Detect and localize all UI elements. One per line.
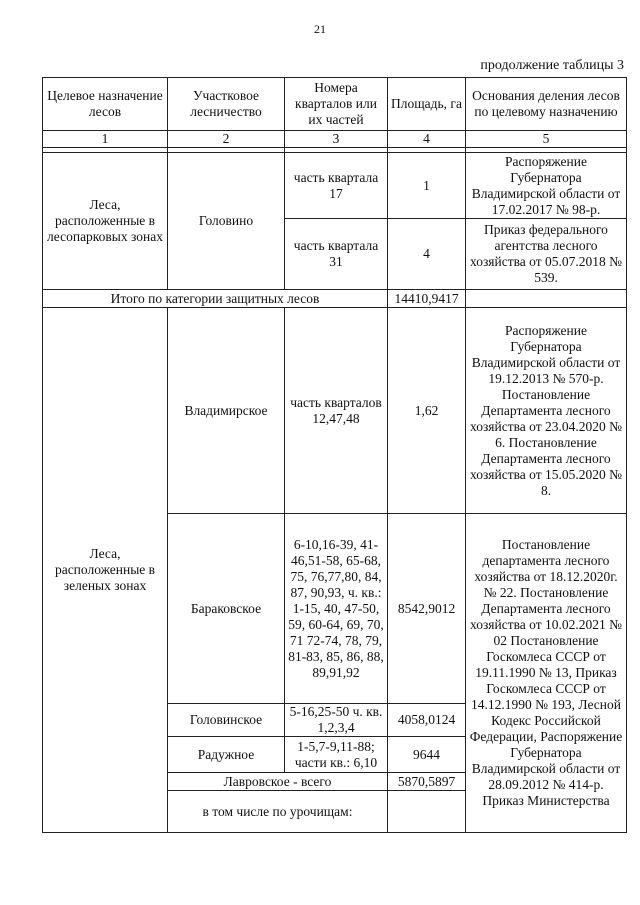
area-cell: 1,62 bbox=[388, 308, 466, 514]
basis-cell: Распоряжение Губернатора Владимирской области от 17.02.2017 № 98-р. bbox=[466, 153, 627, 219]
forestry-cell: Радужное bbox=[168, 737, 285, 773]
column-number: 3 bbox=[285, 131, 388, 148]
table-header-row bbox=[43, 78, 627, 131]
table-row bbox=[43, 153, 627, 219]
forestry-cell: Головино bbox=[168, 153, 285, 290]
quarters-cell: 6-10,16-39, 41-46,51-58, 65-68, 75, 76,77,80, 84, 87, 90,93, ч. кв.: 1-15, 40, 47-50, 59, 60-64, 69, 70, 71 72-74, 78, 79, 81-83, 85, 86, 88, 89,91,92 bbox=[285, 514, 388, 704]
quarters-cell: часть квартала 31 bbox=[285, 219, 388, 290]
area-cell: 1 bbox=[388, 153, 466, 219]
total-area: 14410,9417 bbox=[388, 290, 466, 308]
quarters-cell: часть квартала 17 bbox=[285, 153, 388, 219]
total-label: Итого по категории защитных лесов bbox=[43, 290, 388, 308]
basis-cell: Приказ федерального агентства лесного хозяйства от 05.07.2018 № 539. bbox=[466, 219, 627, 290]
column-number: 1 bbox=[43, 131, 168, 148]
column-number-row bbox=[43, 131, 627, 148]
forestry-cell: Владимирское bbox=[168, 308, 285, 514]
empty-cell bbox=[388, 791, 466, 833]
header-quarters: Номера кварталов или их частей bbox=[285, 78, 388, 131]
tracts-label: в том числе по урочищам: bbox=[168, 791, 388, 833]
column-number: 2 bbox=[168, 131, 285, 148]
basis-cell: Распоряжение Губернатора Владимирской области от 19.12.2013 № 570-р. Постановление Департамента лесного хозяйства от 23.04.2020 № 6. Постановление Департамента лесного хозяйства от 15.05.2020 № 8. bbox=[466, 308, 627, 514]
header-area: Площадь, га bbox=[388, 78, 466, 131]
area-cell: 9644 bbox=[388, 737, 466, 773]
quarters-cell: 1-5,7-9,11-88; части кв.: 6,10 bbox=[285, 737, 388, 773]
header-forestry: Участковое лесничество bbox=[168, 78, 285, 131]
column-number: 5 bbox=[466, 131, 627, 148]
table-continuation-label: продолжение таблицы 3 bbox=[480, 58, 624, 73]
area-cell: 8542,9012 bbox=[388, 514, 466, 704]
forestry-cell: Головинское bbox=[168, 704, 285, 737]
table-row bbox=[43, 308, 627, 514]
area-cell: 5870,5897 bbox=[388, 773, 466, 791]
total-row bbox=[43, 290, 627, 308]
header-basis: Основания деления лесов по целевому назначению bbox=[466, 78, 627, 131]
column-number: 4 bbox=[388, 131, 466, 148]
purpose-cell: Леса, расположенные в зеленых зонах bbox=[43, 308, 168, 833]
quarters-cell: 5-16,25-50 ч. кв. 1,2,3,4 bbox=[285, 704, 388, 737]
purpose-cell: Леса, расположенные в лесопарковых зонах bbox=[43, 153, 168, 290]
header-purpose: Целевое назначение лесов bbox=[43, 78, 168, 131]
area-cell: 4058,0124 bbox=[388, 704, 466, 737]
lavrov-label: Лавровское - всего bbox=[168, 773, 388, 791]
forestry-cell: Бараковское bbox=[168, 514, 285, 704]
page-number: 21 bbox=[314, 22, 326, 36]
forest-purpose-table bbox=[42, 77, 627, 833]
area-cell: 4 bbox=[388, 219, 466, 290]
empty-cell bbox=[466, 290, 627, 308]
basis-cell: Постановление департамента лесного хозяйства от 18.12.2020г. № 22. Постановление Департамента лесного хозяйства от 10.02.2021 № 02 Постановление Госкомлеса СССР от 19.11.1990 № 13, Приказ Госкомлеса СССР от 14.12.1990 № 193, Лесной Кодекс Российской Федерации, Распоряжение Губернатора Владимирской области от 28.09.2012 № 414-р. Приказ Министерства bbox=[466, 514, 627, 833]
quarters-cell: часть кварталов 12,47,48 bbox=[285, 308, 388, 514]
